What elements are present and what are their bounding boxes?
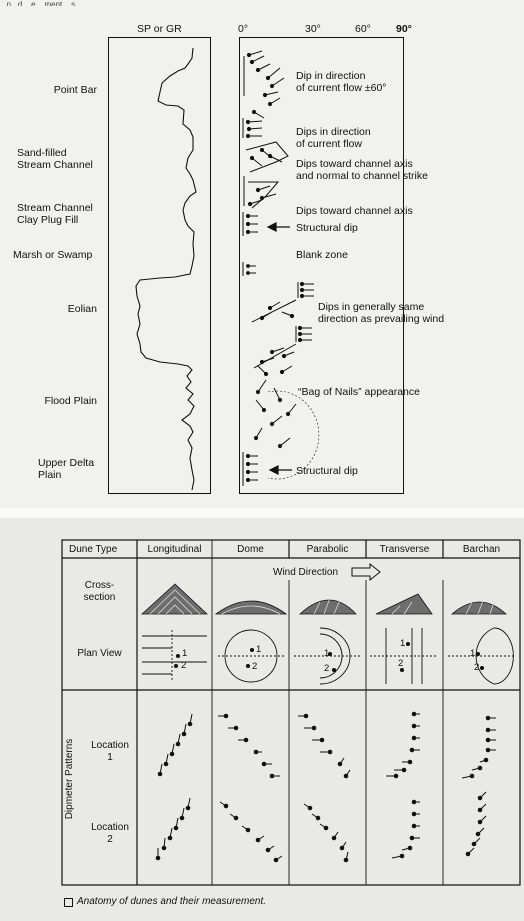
plan-barchan-point-2: 2 bbox=[474, 662, 480, 673]
column-parabolic: Parabolic bbox=[306, 544, 349, 555]
facies-point-bar-line-1: Point Bar bbox=[53, 84, 97, 96]
cross-section-dome bbox=[216, 601, 286, 614]
facies-clay-plug-line-1: Stream Channel bbox=[17, 202, 93, 214]
facies-sand-filled-line-1: Sand-filled bbox=[17, 147, 67, 159]
dipmeter-transverse-loc1 bbox=[386, 712, 420, 778]
plan-view-barchan bbox=[448, 628, 516, 684]
dipmeter-dome-loc1 bbox=[218, 714, 280, 778]
dipmeter-barchan-loc1 bbox=[462, 716, 496, 778]
dipmeter-patterns-label: Dipmeter Patterns bbox=[64, 738, 75, 820]
caption-box-icon bbox=[64, 898, 73, 907]
dip-tadpoles-eolian bbox=[252, 282, 314, 376]
cross-section-label-line-2: section bbox=[83, 592, 116, 603]
column-longitudinal: Longitudinal bbox=[147, 544, 202, 555]
annotation-2-line-1: Dips in direction bbox=[296, 126, 371, 138]
annotation-4-line-1: Dips toward channel axis bbox=[296, 205, 413, 217]
dip-tadpoles-marsh bbox=[243, 262, 256, 276]
facies-sand-filled-line-2: Stream Channel bbox=[17, 159, 93, 171]
cross-section-label-line-1: Cross- bbox=[84, 580, 115, 591]
plan-transverse-point-2: 2 bbox=[398, 658, 404, 669]
dip-tadpoles-structural-2 bbox=[243, 452, 258, 486]
cropped-top-text: ...n...d ...e ...ment ...s bbox=[0, 0, 76, 6]
dipmeter-parabolic-loc1 bbox=[298, 714, 350, 778]
cross-section-barchan bbox=[452, 598, 506, 614]
facies-flood-plain-line-1: Flood Plain bbox=[44, 395, 97, 407]
plan-dome-point-1: 1 bbox=[256, 644, 262, 655]
location-2-line-2: 2 bbox=[107, 834, 113, 845]
dip-scale-0: 0° bbox=[238, 23, 249, 35]
dipmeter-longitudinal-loc2 bbox=[156, 798, 190, 860]
sp-gr-curve bbox=[136, 48, 196, 490]
annotation-6-line-1: Blank zone bbox=[296, 249, 348, 261]
arrow-structural-dip-1 bbox=[268, 223, 290, 231]
annotation-9-line-1: Structural dip bbox=[296, 465, 358, 477]
annotation-5-line-1: Structural dip bbox=[296, 222, 358, 234]
location-1-line-1: Location bbox=[91, 740, 129, 751]
dipmeter-dome-loc2 bbox=[220, 802, 282, 862]
location-1-line-2: 1 bbox=[107, 752, 113, 763]
wind-direction-label: Wind Direction bbox=[273, 567, 339, 578]
plan-longitudinal-point-2: 2 bbox=[181, 660, 187, 671]
cross-section-parabolic bbox=[300, 598, 356, 614]
location-2-label bbox=[80, 822, 140, 846]
column-transverse: Transverse bbox=[379, 544, 430, 555]
dip-scale-60: 60° bbox=[355, 23, 371, 35]
plan-barchan-point-1: 1 bbox=[470, 648, 476, 659]
annotation-2-line-2: of current flow bbox=[296, 138, 362, 150]
dip-tadpoles-channel-axis bbox=[244, 142, 288, 208]
annotation-1-line-2: of current flow ±60° bbox=[296, 82, 387, 94]
annotation-1-line-1: Dip in direction bbox=[296, 70, 366, 82]
facies-eolian-line-1: Eolian bbox=[67, 303, 97, 315]
dip-tadpoles-structural-1 bbox=[243, 212, 258, 236]
annotation-8-line-1: “Bag of Nails” appearance bbox=[298, 386, 420, 398]
dune-type-label: Dune Type bbox=[69, 544, 118, 555]
dip-scale-90: 90° bbox=[396, 23, 412, 35]
facies-clay-plug-line-2: Clay Plug Fill bbox=[17, 214, 79, 226]
arrow-structural-dip-2 bbox=[270, 466, 292, 474]
cross-section-longitudinal bbox=[142, 584, 207, 614]
annotation-7-line-2: direction as prevailing wind bbox=[318, 313, 445, 325]
location-2-line-1: Location bbox=[91, 822, 129, 833]
sp-gr-track-header: SP or GR bbox=[137, 23, 182, 35]
cross-section-transverse bbox=[376, 594, 432, 614]
dipmeter-barchan-loc2 bbox=[466, 792, 486, 856]
plan-longitudinal-point-1: 1 bbox=[182, 648, 188, 659]
dune-table-drawings bbox=[0, 518, 524, 921]
dipmeter-parabolic-loc2 bbox=[304, 804, 348, 862]
dune-table-figure bbox=[0, 518, 524, 921]
column-dome: Dome bbox=[237, 544, 264, 555]
location-1-label bbox=[80, 740, 140, 764]
annotation-7-line-1: Dips in generally same bbox=[318, 301, 425, 313]
annotation-3-line-2: and normal to channel strike bbox=[296, 170, 428, 182]
plan-transverse-point-1: 1 bbox=[400, 638, 406, 649]
dipmeter-longitudinal-loc1 bbox=[158, 714, 192, 776]
plan-view-longitudinal bbox=[142, 630, 207, 680]
figure-caption: Anatomy of dunes and their measurement. bbox=[77, 896, 266, 907]
dip-tadpoles-current-flow bbox=[243, 118, 262, 138]
plan-parabolic-point-1: 1 bbox=[324, 648, 330, 659]
cross-section-row-label bbox=[62, 580, 137, 604]
annotation-3-line-1: Dips toward channel axis bbox=[296, 158, 413, 170]
dip-tadpoles-bag-of-nails bbox=[254, 380, 319, 479]
plan-view-transverse bbox=[370, 628, 438, 684]
dip-tadpoles-point-bar bbox=[244, 51, 284, 118]
column-barchan: Barchan bbox=[462, 544, 501, 555]
facies-marsh-line-1: Marsh or Swamp bbox=[13, 249, 93, 261]
wind-direction-arrow-icon bbox=[352, 564, 380, 580]
plan-parabolic-point-2: 2 bbox=[324, 663, 330, 674]
dipmeter-transverse-loc2 bbox=[392, 800, 420, 858]
plan-view-dome bbox=[218, 630, 284, 682]
facies-upper-delta-line-1: Upper Delta bbox=[38, 457, 95, 469]
plan-dome-point-2: 2 bbox=[252, 661, 258, 672]
facies-upper-delta-line-2: Plain bbox=[38, 469, 62, 481]
dip-scale-30: 30° bbox=[305, 23, 321, 35]
plan-view-row-label: Plan View bbox=[77, 648, 122, 659]
